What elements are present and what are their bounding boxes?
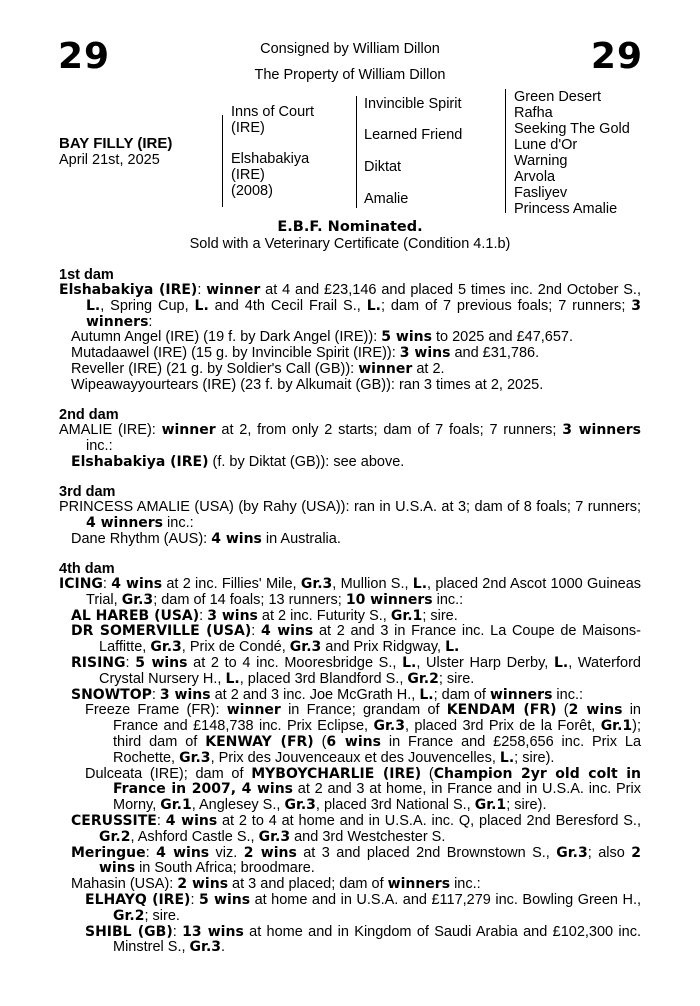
sire-dam: Learned Friend bbox=[364, 127, 463, 143]
dam-entry: Elshabakiya (IRE): winner at 4 and £23,146 and placed 5 times inc. 2nd October S., L., Spring Cup, L. and 4th Cecil Frail S., L.; dam of 7 previous foals; 7 runners; 3 winners: bbox=[59, 282, 641, 330]
produce-entry: AL HAREB (USA): 3 wins at 2 inc. Futurity S., Gr.1; sire. bbox=[71, 607, 458, 624]
section-1st-dam bbox=[59, 267, 641, 394]
grandproduce-entry: SHIBL (GB): 13 wins at home and in Kingdom of Saudi Arabia and £102,300 inc. Minstrel S., Gr.3. bbox=[85, 923, 641, 956]
section-3rd-dam bbox=[59, 484, 641, 547]
dam-entry: AMALIE (IRE): winner at 2, from only 2 starts; dam of 7 foals; 7 runners; 3 winners inc.: bbox=[59, 422, 641, 454]
vet-certificate-note: Sold with a Veterinary Certificate (Condition 4.1.b) bbox=[189, 236, 511, 252]
consignor-line: Consigned by William Dillon bbox=[260, 41, 440, 57]
produce-entry: Reveller (IRE) (21 g. by Soldier's Call (GB)): winner at 2. bbox=[71, 360, 445, 377]
section-title: 4th dam bbox=[59, 561, 115, 577]
pedigree-bracket-2 bbox=[356, 96, 357, 208]
produce-entry: SNOWTOP: 3 wins at 2 and 3 inc. Joe McGrath H., L.; dam of winners inc.: bbox=[71, 686, 584, 703]
grandproduce-entry: Freeze Frame (FR): winner in France; grandam of KENDAM (FR) (2 wins in France and £148,738 inc. Prix Eclipse, Gr.3, placed 3rd Prix de la Forêt, Gr.1); third dam of KENWAY (FR) (6 wins in France and £258,656 inc. Prix La Rochette, Gr.3, Prix des Jouvenceaux et des Jouvencelles, L.; sire). bbox=[85, 702, 642, 766]
produce-entry: Mutadaawel (IRE) (15 g. by Invincible Spirit (IRE)): 3 wins and £31,786. bbox=[71, 345, 540, 362]
produce-entry: Dane Rhythm (AUS): 4 wins in Australia. bbox=[71, 530, 341, 547]
produce-entry: Elshabakiya (IRE) (f. by Diktat (GB)): see above. bbox=[71, 453, 405, 470]
produce-entry: Autumn Angel (IRE) (19 f. by Dark Angel (IRE)): 5 wins to 2025 and £47,657. bbox=[71, 329, 574, 346]
produce-entry: Wipeawayyourtears (IRE) (23 f. by Alkumait (GB)): ran 3 times at 2, 2025. bbox=[71, 376, 544, 393]
produce-entry: CERUSSITE: 4 wins at 2 to 4 at home and in U.S.A. inc. Q, placed 2nd Beresford S., Gr.2, Ashford Castle S., Gr.3 and 3rd Westchester S. bbox=[71, 812, 641, 845]
lot-number-right: 29 bbox=[590, 36, 643, 77]
dam-dam: Amalie bbox=[364, 191, 409, 207]
produce-entry: RISING: 5 wins at 2 to 4 inc. Mooresbridge S., L., Ulster Harp Derby, L., Waterford Crystal Nursery H., L., placed 3rd Blandford S., Gr.2; sire. bbox=[71, 654, 641, 687]
foaling-date: April 21st, 2025 bbox=[59, 152, 160, 168]
pedigree-bracket-3 bbox=[505, 89, 506, 213]
produce-entry: DR SOMERVILLE (USA): 4 wins at 2 and 3 in France inc. La Coupe de Maisons-Laffitte, Gr.3, Prix de Condé, Gr.3 and Prix Ridgway, L. bbox=[71, 623, 641, 656]
dam-name: Elshabakiya (IRE) (2008) bbox=[231, 151, 310, 199]
section-4th-dam bbox=[59, 561, 641, 956]
pedigree-bracket-1 bbox=[222, 115, 223, 207]
pedigree-gen3: Green Desert Rafha Seeking The Gold Lune d'Or Warning Arvola Fasliyev Princess Amalie bbox=[514, 89, 630, 217]
section-title: 1st dam bbox=[59, 267, 114, 283]
sire-sire: Invincible Spirit bbox=[364, 96, 462, 112]
grandproduce-entry: ELHAYQ (IRE): 5 wins at home and in U.S.A. and £117,279 inc. Bowling Green H., Gr.2; sire. bbox=[85, 891, 642, 924]
produce-entry: Meringue: 4 wins viz. 2 wins at 3 and placed 2nd Brownstown S., Gr.3; also 2 wins in South Africa; broodmare. bbox=[71, 844, 641, 877]
grandproduce-entry: Dulceata (IRE); dam of MYBOYCHARLIE (IRE) (Champion 2yr old colt in France in 2007, 4 wins at 2 and 3 at home, in France and in U.S.A. inc. Prix Morny, Gr.1, Anglesey S., Gr.3, placed 3rd National S., Gr.1; sire). bbox=[85, 765, 642, 814]
property-line: The Property of William Dillon bbox=[254, 67, 446, 83]
dam-entry: PRINCESS AMALIE (USA) (by Rahy (USA)): ran in U.S.A. at 3; dam of 8 foals; 7 runners; 4 winners inc.: bbox=[59, 499, 641, 531]
dam-sire: Diktat bbox=[364, 159, 402, 175]
section-title: 2nd dam bbox=[59, 407, 119, 423]
dam-entry: ICING: 4 wins at 2 inc. Fillies' Mile, Gr.3, Mullion S., L., placed 2nd Ascot 1000 Guineas Trial, Gr.3; dam of 14 foals; 13 runners; 10 winners inc.: bbox=[59, 576, 642, 608]
ebf-nomination: E.B.F. Nominated. bbox=[277, 219, 423, 235]
produce-entry: Mahasin (USA): 2 wins at 3 and placed; dam of winners inc.: bbox=[71, 876, 481, 893]
sire-name: Inns of Court (IRE) bbox=[231, 104, 315, 136]
lot-number-left: 29 bbox=[58, 36, 111, 77]
horse-name: BAY FILLY (IRE) bbox=[59, 135, 173, 152]
section-2nd-dam bbox=[59, 407, 641, 470]
section-title: 3rd dam bbox=[59, 484, 116, 500]
